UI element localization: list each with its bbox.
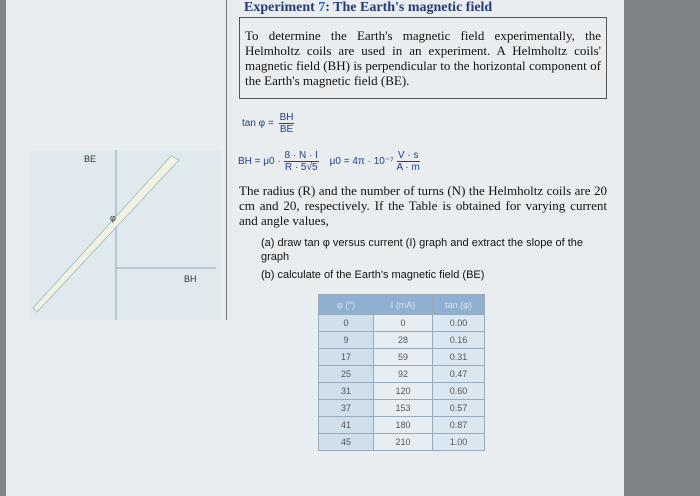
header-tan: tan (φ): [433, 295, 485, 315]
bh-denominator: R · 5√5: [284, 162, 318, 173]
table-row: [319, 332, 485, 349]
cell-current: 153: [374, 400, 433, 417]
table-header-row: [319, 295, 485, 315]
cell-angle: 37: [319, 400, 374, 417]
cell-angle: 17: [319, 349, 374, 366]
cell-tan: 0.57: [433, 400, 485, 417]
bh-label: BH: [184, 274, 197, 284]
be-label: BE: [84, 154, 97, 164]
tan-formula: [242, 112, 294, 135]
cell-current: 28: [374, 332, 433, 349]
cell-current: 120: [374, 383, 433, 400]
tan-denominator: BE: [279, 124, 294, 135]
cell-current: 59: [374, 349, 433, 366]
task-b: (b) calculate of the Earth's magnetic field (BE): [261, 269, 485, 281]
cell-angle: 9: [319, 332, 374, 349]
table-row: [319, 349, 485, 366]
tan-lhs: tan φ =: [242, 118, 274, 130]
mu-denominator: A · m: [396, 162, 420, 173]
mu-numerator: V · s: [397, 150, 419, 161]
table-row: [319, 434, 485, 451]
resultant-vector: [33, 156, 179, 312]
cell-angle: 31: [319, 383, 374, 400]
title-number: 7: [318, 0, 326, 15]
cell-angle: 25: [319, 366, 374, 383]
title-rest: : The Earth's magnetic field: [325, 0, 493, 15]
cell-tan: 0.16: [433, 332, 485, 349]
cell-tan: 0.31: [433, 349, 485, 366]
mu-lhs: μ0 = 4π · 10⁻⁷: [329, 156, 394, 168]
table-row: [319, 366, 485, 383]
bh-fraction: [284, 150, 319, 173]
table-row: [319, 400, 485, 417]
data-table: [318, 294, 485, 451]
task-list: [261, 236, 609, 286]
tan-numerator: BH: [279, 112, 294, 123]
bh-lhs: BH = μ0 ·: [238, 156, 281, 168]
cell-current: 92: [374, 366, 433, 383]
cell-angle: 0: [319, 315, 374, 332]
cell-angle: 45: [319, 434, 374, 451]
cell-tan: 0.87: [433, 417, 485, 434]
page-title: [244, 0, 492, 16]
table-row: [319, 383, 485, 400]
cell-angle: 41: [319, 417, 374, 434]
vector-diagram: [31, 150, 221, 320]
cell-tan: 0.47: [433, 366, 485, 383]
header-angle: φ (°): [319, 295, 374, 315]
mu-fraction: [397, 150, 420, 173]
title-prefix: Experiment: [244, 0, 319, 15]
bh-numerator: 8 · N · I: [284, 150, 318, 161]
problem-statement: The radius (R) and the number of turns (N) the Helmholtz coils are 20 cm and 20, respectively. If the Table is obtained for varying current and angle values,: [239, 183, 607, 228]
cell-tan: 0.00: [433, 315, 485, 332]
cell-tan: 0.60: [433, 383, 485, 400]
task-a: (a) draw tan φ versus current (I) graph and extract the slope of the graph: [261, 237, 584, 263]
angle-label: φ: [110, 213, 116, 223]
header-current: I (mA): [374, 295, 433, 315]
cell-current: 210: [374, 434, 433, 451]
vector-diagram-svg: [31, 150, 221, 320]
cell-current: 180: [374, 417, 433, 434]
tan-fraction: [279, 112, 295, 135]
intro-box: [239, 17, 607, 99]
worksheet: [6, 0, 624, 496]
cell-tan: 1.00: [433, 434, 485, 451]
cell-current: 0: [374, 315, 433, 332]
table-row: [319, 315, 485, 332]
table-row: [319, 417, 485, 434]
bh-formula: [238, 150, 420, 173]
intro-text: To determine the Earth's magnetic field experimentally, the Helmholtz coils are used in an experiment. A Helmholtz coils' magnetic field (BH) is perpendicular to the horizontal component of the Earth's magnetic field (BE).: [245, 28, 601, 88]
